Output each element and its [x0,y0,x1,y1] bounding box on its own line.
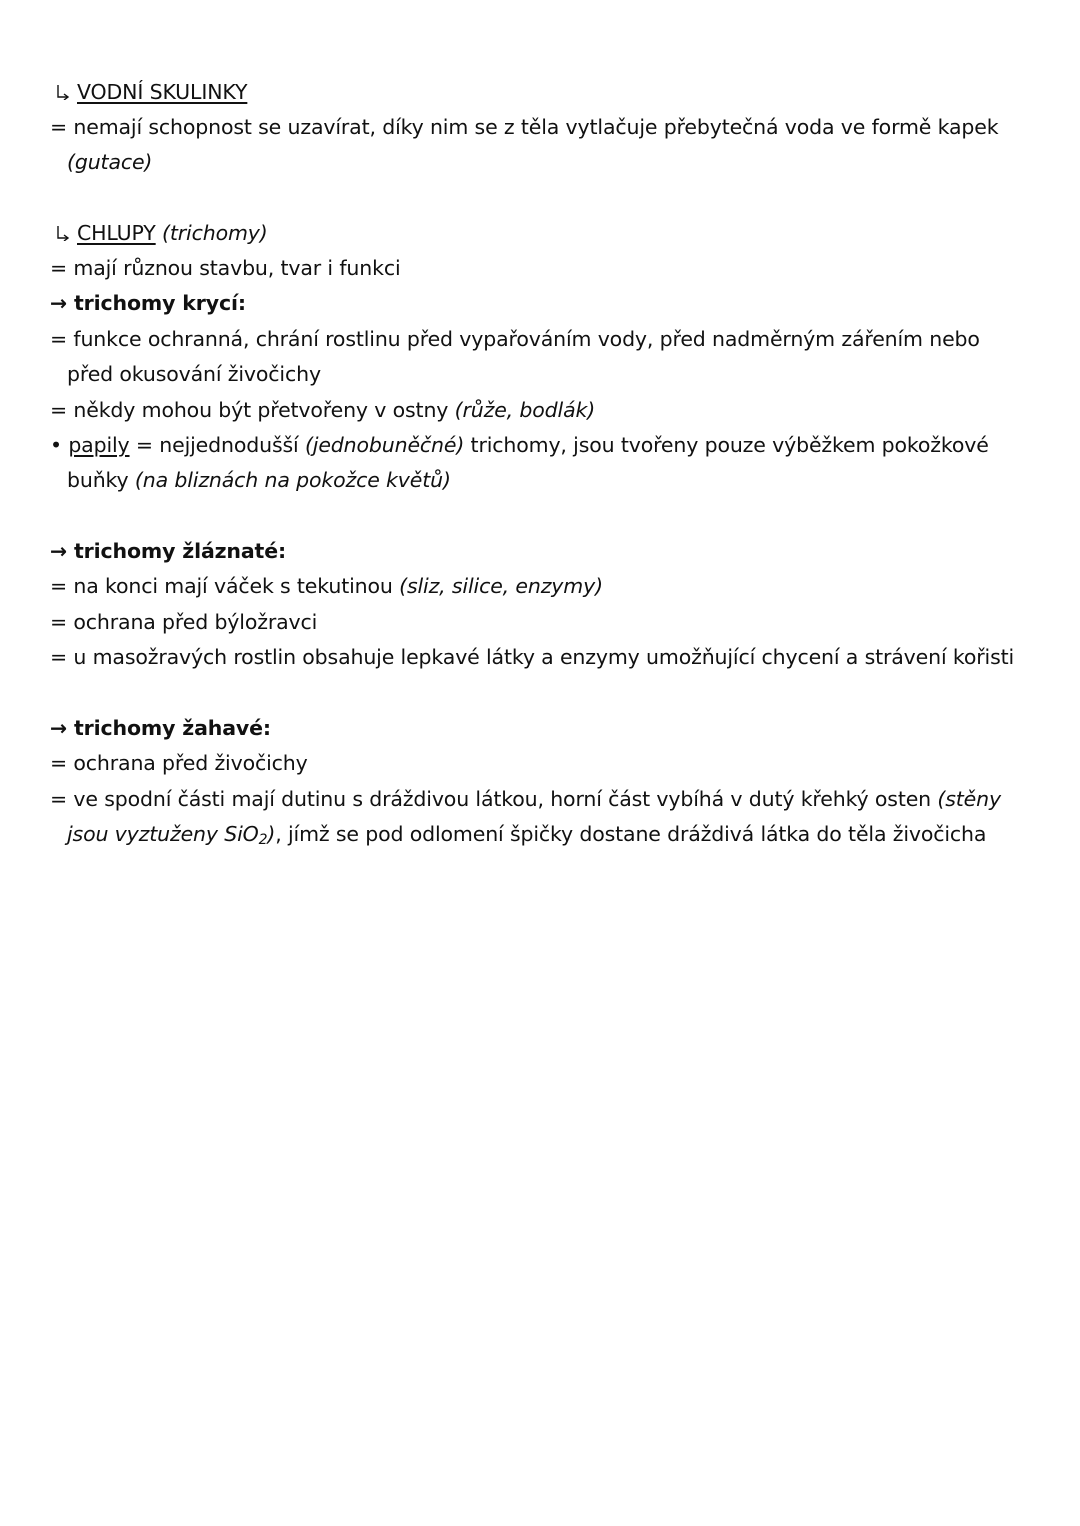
text-line [50,784,1001,814]
text-span: = někdy mohou být přetvořeny v ostny [50,398,455,422]
text-line: = ochrana před býložravci [50,610,318,634]
text-line [50,571,603,601]
subheading-trichomy-zlaznate: → trichomy žláznaté: [50,539,286,563]
text-line: = funkce ochranná, chrání rostlinu před vypařováním vody, před nadměrným zářením nebo [50,327,980,351]
text-line: = ochrana před živočichy [50,751,308,775]
subheading-trichomy-kryci: → trichomy krycí: [50,291,246,315]
text-line [67,465,451,495]
text-span: buňky [67,468,135,492]
subheading-trichomy-zahave: → trichomy žahavé: [50,716,271,740]
heading-note: (trichomy) [162,221,268,245]
heading-chlupy [50,218,268,248]
return-arrow-icon [56,85,72,100]
text-span: , jímž se pod odlomení špičky dostane dráždivá látka do těla živočicha [275,822,987,846]
text-span: trichomy, jsou tvořeny pouze výběžkem pokožkové [464,433,989,457]
text-note: (sliz, silice, enzymy) [399,574,603,598]
heading-vodni-skulinky [50,77,247,107]
text-line: = mají různou stavbu, tvar i funkci [50,256,401,280]
heading-text: CHLUPY [77,221,156,245]
text-span: = na konci mají váček s tekutinou [50,574,400,598]
heading-text: VODNÍ SKULINKY [77,80,248,104]
text-line-papily [50,430,989,460]
text-line-note: (gutace) [67,150,153,174]
text-note: (růže, bodlák) [454,398,596,422]
text-note: (jednobuněčné) [304,433,465,457]
text-note: (stěny [937,787,1001,811]
text-line [67,819,986,855]
term-papily: papily [68,433,130,457]
text-note: (na bliznách na pokožce květů) [134,468,451,492]
bullet: • [50,433,69,457]
text-note: jsou vyztuženy SiO [67,822,259,846]
text-span: = ve spodní části mají dutinu s dráždivou látkou, horní část vybíhá v dutý křehký osten [50,787,938,811]
text-line: = nemají schopnost se uzavírat, díky nim se z těla vytlačuje přebytečná voda ve formě kapek [50,115,999,139]
text-note: ) [267,822,276,846]
return-arrow-icon [56,226,72,241]
text-line [50,395,595,425]
text-line: = u masožravých rostlin obsahuje lepkavé látky a enzymy umožňující chycení a strávení kořisti [50,645,1015,669]
text-line: před okusování živočichy [67,362,321,386]
subscript: 2 [258,832,268,848]
text-span: = nejjednodušší [129,433,305,457]
